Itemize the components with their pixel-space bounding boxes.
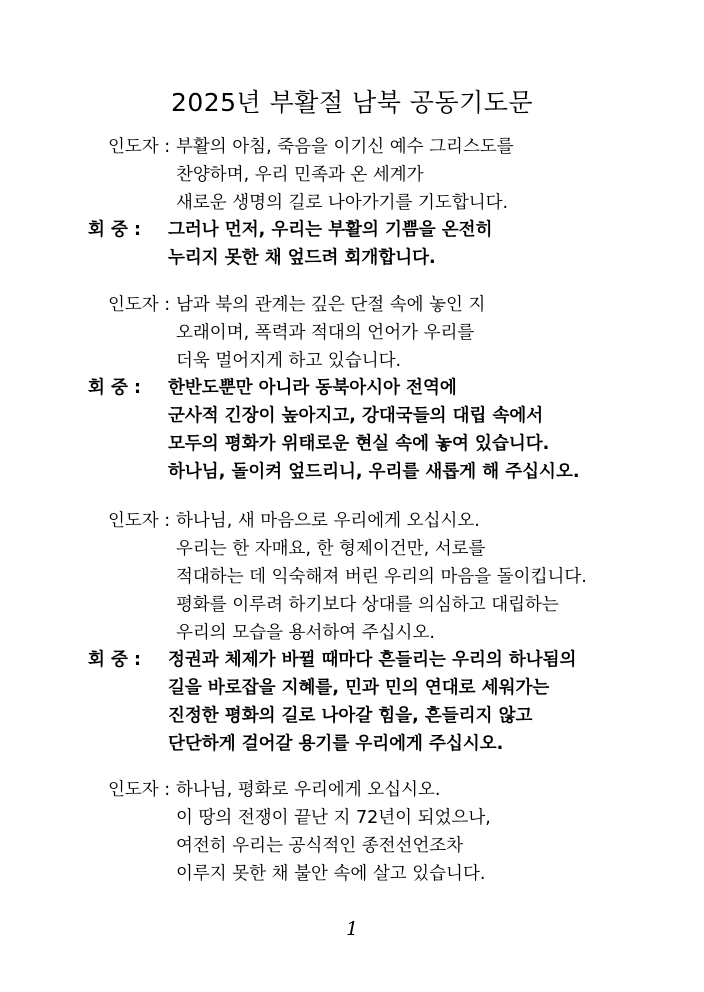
leader-line: 하나님, 새 마음으로 우리에게 오십시오. xyxy=(176,511,480,531)
leader-label: 인도자 : xyxy=(108,137,171,157)
leader-line: 남과 북의 관계는 깊은 단절 속에 놓인 지 xyxy=(176,295,486,315)
congregation-line: 단단하게 걸어갈 용기를 우리에게 주십시오. xyxy=(168,734,504,754)
leader-label: 인도자 : xyxy=(108,295,171,315)
leader-line: 더욱 멀어지게 하고 있습니다. xyxy=(176,351,402,371)
congregation-line: 한반도뿐만 아니라 동북아시아 전역에 xyxy=(168,378,457,398)
page-title: 2025년 부활절 남북 공동기도문 xyxy=(170,87,534,117)
congregation-label: 회 중 : xyxy=(88,220,141,240)
leader-line: 찬양하며, 우리 민족과 온 세계가 xyxy=(176,165,424,185)
leader-label: 인도자 : xyxy=(108,780,171,800)
congregation-line: 누리지 못한 채 엎드려 회개합니다. xyxy=(168,248,436,268)
leader-line: 평화를 이루려 하기보다 상대를 의심하고 대립하는 xyxy=(176,595,559,615)
congregation-line: 길을 바로잡을 지혜를, 민과 민의 연대로 세워가는 xyxy=(168,678,550,698)
congregation-label: 회 중 : xyxy=(88,650,141,670)
leader-label: 인도자 : xyxy=(108,511,171,531)
congregation-line: 군사적 긴장이 높아지고, 강대국들의 대립 속에서 xyxy=(168,406,544,426)
leader-line: 부활의 아침, 죽음을 이기신 예수 그리스도를 xyxy=(176,137,514,157)
leader-line: 적대하는 데 익숙해져 버린 우리의 마음을 돌이킵니다. xyxy=(176,567,587,587)
congregation-label: 회 중 : xyxy=(88,378,141,398)
leader-line: 새로운 생명의 길로 나아가기를 기도합니다. xyxy=(176,193,509,213)
leader-line: 여전히 우리는 공식적인 종전선언조차 xyxy=(176,836,464,856)
congregation-line: 모두의 평화가 위태로운 현실 속에 놓여 있습니다. xyxy=(168,434,550,454)
leader-line: 우리는 한 자매요, 한 형제이건만, 서로를 xyxy=(176,539,486,559)
leader-line: 이 땅의 전쟁이 끝난 지 72년이 되었으나, xyxy=(176,808,491,828)
congregation-line: 하나님, 돌이켜 엎드리니, 우리를 새롭게 해 주십시오. xyxy=(168,462,580,482)
page-number: 1 xyxy=(345,918,359,940)
congregation-line: 정권과 체제가 바뀔 때마다 흔들리는 우리의 하나됨의 xyxy=(168,650,577,670)
leader-line: 하나님, 평화로 우리에게 오십시오. xyxy=(176,780,441,800)
congregation-line: 그러나 먼저, 우리는 부활의 기쁨을 온전히 xyxy=(168,220,493,240)
leader-line: 오래이며, 폭력과 적대의 언어가 우리를 xyxy=(176,323,475,343)
leader-line: 이루지 못한 채 불안 속에 살고 있습니다. xyxy=(176,864,486,884)
congregation-line: 진정한 평화의 길로 나아갈 힘을, 흔들리지 않고 xyxy=(168,706,533,726)
leader-line: 우리의 모습을 용서하여 주십시오. xyxy=(176,623,435,643)
